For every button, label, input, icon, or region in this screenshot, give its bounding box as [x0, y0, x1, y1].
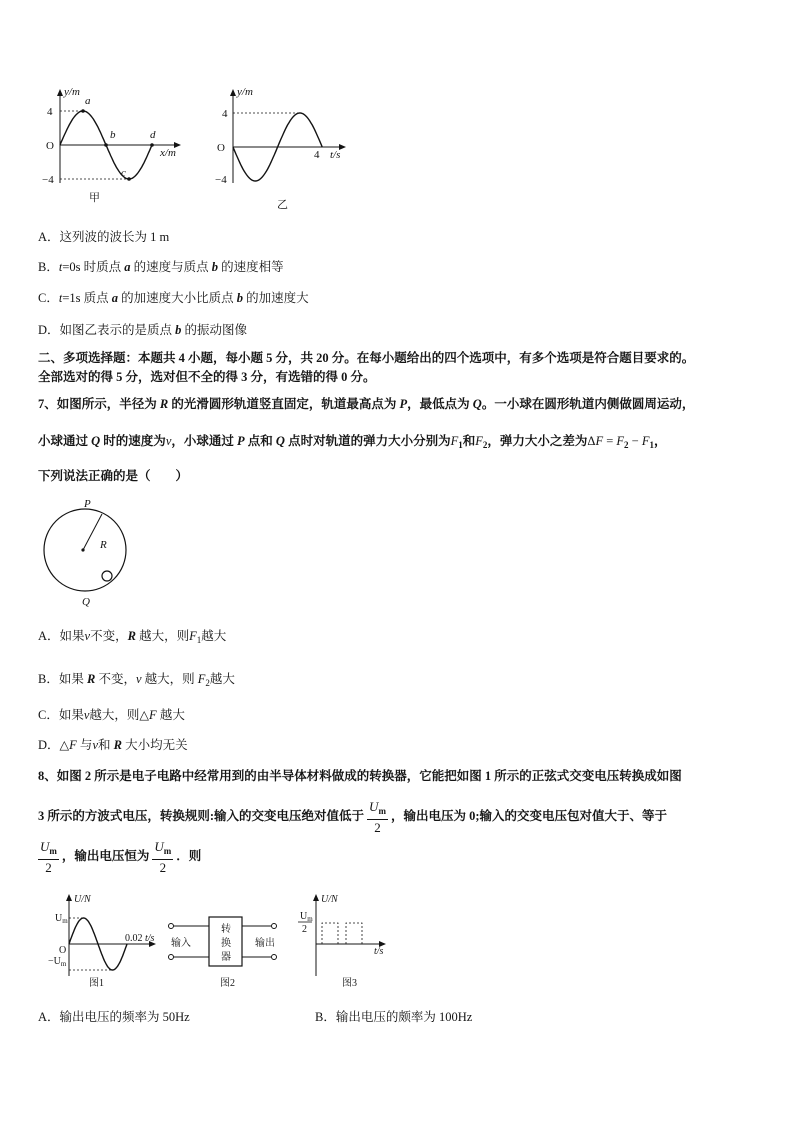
- math-var: t: [58, 260, 63, 274]
- option-text: 越大，则: [141, 672, 198, 686]
- option-text: A．这列波的波长为 1 m: [38, 230, 170, 244]
- option-text: 的加速度大: [243, 291, 309, 305]
- stem-text: ，输出电压为 0;输入的交变电压包对值大于、等于: [390, 808, 667, 823]
- option-text: 大小均无关: [121, 738, 188, 752]
- point-d-label: d: [150, 129, 156, 141]
- math-var: F: [616, 434, 625, 448]
- math-var: F: [595, 434, 604, 448]
- stem-text: 点时对轨道的弹力大小分别为: [284, 434, 451, 448]
- option-text: =1s 质点: [62, 291, 112, 305]
- fraction-denominator: 2: [45, 860, 52, 875]
- math-var: R: [86, 672, 96, 686]
- math-var: t: [58, 291, 63, 305]
- figure-3-square-wave: [292, 890, 402, 990]
- circular-track: [44, 509, 126, 591]
- um-half-fraction: [38, 840, 59, 874]
- input-terminal: [169, 924, 174, 929]
- fraction-subscript: m: [49, 846, 57, 856]
- math-var: Q: [91, 434, 101, 448]
- math-var: Q: [472, 397, 482, 411]
- math-symbol: =: [603, 434, 617, 448]
- box-char: 转: [221, 924, 231, 935]
- math-var: b: [236, 291, 244, 305]
- q7-stem-line2: [38, 432, 667, 454]
- stem-text: ，: [654, 434, 667, 448]
- math-var: R: [113, 738, 122, 752]
- q8-option-b: B．输出电压的颇率为 100Hz: [315, 1010, 473, 1024]
- top-point-label: P: [84, 498, 91, 510]
- stem-text: ，最低点为: [407, 397, 473, 411]
- half-um-denominator: 2: [302, 924, 307, 935]
- option-text: C．如果: [38, 708, 84, 722]
- origin-label: O: [217, 142, 225, 154]
- q6-option-b: [38, 258, 284, 276]
- fraction-subscript: m: [163, 846, 172, 856]
- option-text: 越大，则: [135, 629, 190, 643]
- option-text: =0s 时质点: [62, 260, 125, 274]
- um-label: [55, 913, 68, 925]
- option-text: D．如图乙表示的是质点: [38, 323, 176, 337]
- math-var: v: [92, 738, 98, 752]
- y-min-label: −4: [215, 174, 227, 186]
- fraction-denominator: 2: [374, 820, 381, 835]
- math-var: R: [159, 397, 169, 411]
- math-var: b: [175, 323, 182, 337]
- um-half-fraction: [152, 840, 173, 874]
- option-text: 越大，则: [89, 708, 140, 722]
- y-axis-label: y/m: [64, 86, 80, 98]
- x-axis-label: x/m: [160, 147, 176, 159]
- math-var: F: [450, 434, 459, 448]
- point-c-label: c: [121, 167, 126, 179]
- option-text: 不变，: [95, 672, 136, 686]
- small-ball: [102, 571, 112, 581]
- fraction-subscript: m: [378, 806, 386, 816]
- math-var: F: [641, 434, 650, 448]
- figure-caption: 甲: [89, 192, 100, 204]
- math-var: Q: [275, 434, 285, 448]
- math-var: b: [211, 260, 219, 274]
- output-label: 输出: [255, 938, 275, 949]
- point-b-dot: [104, 143, 108, 147]
- stem-text: 。一小球在圆形轨道内侧做圆周运动，: [481, 397, 695, 411]
- figure-caption: 乙: [277, 199, 288, 211]
- box-char: 器: [221, 952, 231, 963]
- q6-option-d: [38, 321, 247, 339]
- stem-text: ，小球通过: [171, 434, 238, 448]
- math-symbol: Δ: [587, 434, 596, 448]
- q8-stem-line2: [38, 799, 667, 835]
- wave-graph-jia: [40, 85, 190, 210]
- math-subscript: 1: [196, 635, 202, 645]
- option-text: 与: [76, 738, 93, 752]
- bottom-point-label: Q: [82, 596, 90, 608]
- um-letter: U: [55, 913, 63, 924]
- point-b-label: b: [110, 129, 116, 141]
- um-half-fraction: [367, 800, 388, 834]
- u-axis-label: U/N: [321, 894, 338, 905]
- y-axis-arrow: [57, 89, 63, 96]
- q7-option-b: [38, 670, 235, 692]
- math-subscript: 1: [458, 440, 463, 450]
- origin-label: O: [59, 945, 67, 956]
- q6-option-c: [38, 289, 309, 307]
- u-axis-arrow: [66, 894, 72, 901]
- input-terminal: [169, 955, 174, 960]
- stem-text: 的光滑圆形轨道竖直固定，轨道最高点为: [168, 397, 400, 411]
- math-subscript: 1: [649, 440, 654, 450]
- option-text: 的加速度大小比质点: [118, 291, 237, 305]
- option-text: 和: [98, 738, 114, 752]
- figure-caption: 图3: [342, 978, 357, 989]
- section-heading-line2: 全部选对的得 5 分，选对但不全的得 3 分，有选错的得 0 分。: [38, 370, 376, 384]
- vibration-graph-yi: [212, 85, 352, 215]
- option-text: C．: [38, 291, 59, 305]
- math-var: v: [135, 672, 142, 686]
- math-var: F: [189, 629, 197, 643]
- stem-text: 3 所示的方波式电压，转换规则:输入的交变电压绝对值低于: [38, 808, 365, 823]
- math-subscript: 2: [205, 678, 210, 688]
- option-text: 的振动图像: [181, 323, 248, 337]
- fraction-numerator: U: [40, 839, 50, 854]
- stem-text: 7、如图所示，半径为: [38, 397, 160, 411]
- option-text: B．: [38, 260, 59, 274]
- math-symbol: △: [59, 738, 70, 752]
- q8-option-a: A．输出电压的频率为 50Hz: [38, 1010, 190, 1024]
- input-label: 输入: [171, 938, 191, 949]
- point-a-label: a: [85, 95, 91, 107]
- um-letter: U: [53, 956, 61, 967]
- figure-caption: 图1: [89, 978, 104, 989]
- math-subscript: 2: [624, 440, 629, 450]
- fraction-numerator: U: [154, 839, 164, 854]
- math-var: v: [84, 629, 91, 643]
- y-max-label: 4: [47, 106, 53, 118]
- y-max-label: 4: [222, 108, 228, 120]
- q7-option-c: [38, 706, 185, 724]
- output-terminal: [272, 924, 277, 929]
- origin-label: O: [46, 140, 54, 152]
- q7-stem-line1: [38, 395, 694, 413]
- point-c-dot: [127, 177, 131, 181]
- square-pulses: [322, 923, 362, 944]
- fraction-numerator: U: [369, 799, 379, 814]
- q7-option-a: [38, 627, 226, 649]
- fraction-denominator: 2: [159, 860, 167, 875]
- math-var: v: [165, 434, 172, 448]
- q8-stem-line1: 8、如图 2 所示是电子电路中经常用到的由半导体材料做成的转换器，它能把如图 1 所示的正弦式交变电压转换成如图: [38, 769, 682, 783]
- math-var: P: [399, 397, 408, 411]
- stem-text: ，弹力大小之差为: [487, 434, 588, 448]
- option-text: A．如果: [38, 629, 85, 643]
- neg-um-label: [48, 956, 67, 968]
- q7-option-d: [38, 736, 188, 754]
- t-axis-label: t/s: [374, 946, 384, 957]
- option-text: B．如果: [38, 672, 87, 686]
- minus-sign: −: [48, 956, 54, 967]
- math-var: R: [127, 629, 136, 643]
- stem-text: 和: [462, 434, 476, 448]
- output-terminal: [272, 955, 277, 960]
- math-var: F: [149, 708, 157, 722]
- figure-caption: 图2: [220, 978, 235, 989]
- q8-stem-line3: [38, 839, 202, 875]
- math-var: a: [111, 291, 118, 305]
- option-text: 的速度与质点: [130, 260, 212, 274]
- math-var: v: [83, 708, 90, 722]
- math-var: F: [197, 672, 206, 686]
- option-text: 越大: [209, 672, 235, 686]
- t-axis-label: t/s: [330, 149, 341, 161]
- y-axis-label: y/m: [237, 86, 253, 98]
- option-text: D．: [38, 738, 60, 752]
- y-axis-arrow: [230, 89, 236, 96]
- point-a-dot: [81, 109, 85, 113]
- option-text: 越大: [156, 708, 185, 722]
- math-symbol: △: [139, 708, 150, 722]
- math-var: P: [237, 434, 245, 448]
- option-text: 越大: [201, 629, 227, 643]
- math-symbol: −: [628, 434, 642, 448]
- math-var: F: [69, 738, 77, 752]
- math-subscript: 2: [482, 440, 488, 450]
- t-tick-label: 4: [314, 149, 320, 161]
- option-text: 的速度相等: [218, 260, 284, 274]
- math-var: F: [475, 434, 483, 448]
- stem-text: 小球通过: [38, 434, 92, 448]
- stem-text: ．则: [176, 848, 202, 863]
- figure-1-sine-voltage: [45, 890, 165, 990]
- stem-text: ，输出电压恒为: [61, 848, 150, 863]
- circular-track-figure: [40, 500, 140, 610]
- q7-stem-line3: 下列说法正确的是（ ）: [38, 469, 189, 483]
- y-min-label: −4: [42, 174, 54, 186]
- um-letter: U: [300, 911, 308, 922]
- um-subscript: m: [307, 915, 313, 923]
- um-subscript: m: [62, 917, 68, 925]
- um-subscript: m: [60, 960, 67, 968]
- u-axis-label: U/N: [74, 894, 91, 905]
- half-um-numerator: [300, 911, 313, 923]
- box-char: 换: [221, 938, 231, 949]
- figure-2-converter: [165, 890, 285, 990]
- section-heading-line1: 二、多项选择题：本题共 4 小题，每小题 5 分，共 20 分。在每小题给出的四个选项中，有多个选项是符合题目要求的。: [38, 351, 695, 365]
- q6-option-a: [38, 228, 169, 246]
- t-tick-label: 0.02: [125, 933, 143, 944]
- stem-text: 点和: [244, 434, 276, 448]
- u-axis-arrow: [313, 894, 319, 901]
- math-var: a: [124, 260, 131, 274]
- option-text: 不变，: [90, 629, 128, 643]
- t-axis-label: t/s: [145, 933, 155, 944]
- stem-text: 时的速度为: [100, 434, 166, 448]
- radius-label: R: [100, 539, 107, 551]
- point-d-dot: [150, 143, 154, 147]
